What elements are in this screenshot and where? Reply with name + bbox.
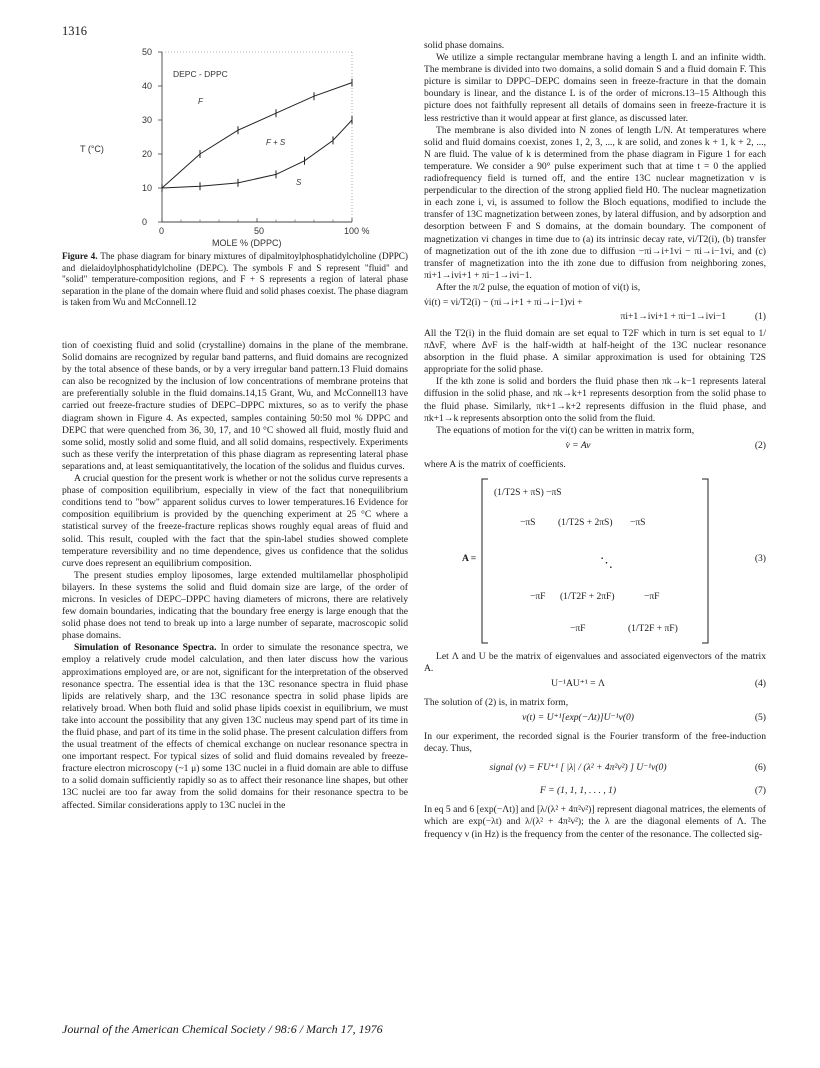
equation-2-number: (2) bbox=[754, 439, 766, 451]
diagram-title-label: DEPC - DPPC bbox=[173, 69, 228, 79]
equation-2 bbox=[424, 440, 766, 456]
right-paragraph: All the T2(i) in the fluid domain are set equal to T2F which in turn is set equal to 1/πΔνF, where ΔνF is the half-width at half-height of the 13C nuclear resonance absorption in the fluid phase. A similar approximation is used for obtaining T2S appropriate for the solid phase. bbox=[424, 327, 766, 376]
matrix-row-4-left: −πF bbox=[570, 623, 586, 634]
matrix-row-3-left: −πF bbox=[530, 591, 546, 602]
equation-1-line1: v̇i(t) = vi/T2(i) − (πi→i+1 + πi→i−1)vi + bbox=[424, 296, 583, 308]
left-paragraph: The present studies employ liposomes, large extended multilamellar phospholipid bilayers. In these systems the solid and fluid domain size are large, of the order of microns. In vesicles of DEPC–DPPC having diameters of microns, there are relatively few domain boundaries, indicating that the boundary free energy is large enough that the solid phase does not tend to break up into a large number of separate, macroscopic solid phase domains. bbox=[62, 569, 408, 642]
right-paragraph: The membrane is also divided into N zones of length L/N. At temperatures where solid and fluid domains coexist, zones 1, 2, 3, ..., k are solid, and zones k + 1, k + 2, ..., N are fluid. The value of k is determined from the phase diagram in Figure 1 for each temperature. We consider a 90° pulse experiment such that at time t = 0 the applied radiofrequency field is turned off, and the entire 13C nuclear magnetization v is perpendicular to the direction of the strong applied field H0. The nuclear magnetization in each zone i, vi, is assumed to follow the Bloch equations, modified to include the transfer of 13C magnetization between zones, by lateral diffusion, and by adsorption and desorption between F and S domains, at the domain boundary. The component of magnetization vi changes in time due to (a) its intrinsic decay rate, vi/T2(i), (b) transfer of magnetization out of the ith zone due to diffusion −πi→i+1vi − πi→i−1vi, and (c) transfer of magnetization into the ith zone due to diffusion from neighboring zones, πi+1→ivi+1 + πi−1→ivi−1. bbox=[424, 124, 766, 281]
right-paragraph: We utilize a simple rectangular membrane having a length L and an infinite width. The membrane is divided into two domains, a solid domain S and a fluid domain F. This picture is similar to DPPC–DEPC domains seen in freeze-fracture in that the domain boundary is linear, and the distance L is of the order of microns.13–15 Although this picture does not faithfully represent all details of domains seen in freeze-fracture it is less restrictive than it would appear at first glance, as discussed later. bbox=[424, 52, 766, 124]
equation-5-number: (5) bbox=[754, 712, 766, 724]
region-label-solid: S bbox=[296, 178, 302, 187]
matrix-row-4-right: (1/T2F + πF) bbox=[628, 623, 678, 634]
section-heading: Simulation of Resonance Spectra. bbox=[74, 642, 217, 654]
equation-3-number: (3) bbox=[754, 552, 766, 564]
y-tick-label: 50 bbox=[142, 47, 153, 57]
matrix-row-3-mid: (1/T2F + 2πF) bbox=[560, 591, 615, 602]
right-paragraph: Let Λ and U be the matrix of eigenvalues and associated eigenvectors of the matrix A. bbox=[424, 650, 766, 674]
right-paragraph: If the kth zone is solid and borders the fluid phase then πk→k−1 represents lateral diffusion in the solid phase, and πk→k+1 represents desorption from the solid phase to the fluid phase. Similarly, πk+1→k+2 represents diffusion in the fluid phase, and πk+1→k represents absorption onto the solid from the fluid. bbox=[424, 376, 766, 424]
right-paragraph: After the π/2 pulse, the equation of motion of vi(t) is, bbox=[436, 281, 641, 293]
equation-4 bbox=[424, 678, 766, 694]
equation-5 bbox=[424, 712, 766, 728]
right-paragraph: In our experiment, the recorded signal is the Fourier transform of the free-induction decay. Thus, bbox=[424, 731, 766, 755]
matrix-body bbox=[480, 475, 730, 647]
right-paragraph: In eq 5 and 6 [exp(−Λt)] and [λ/(λ² + 4π²ν²)] represent diagonal matrices, the elements of which are exp(−λt) and λ/(λ² + 4π²ν²); the λ are the diagonal elements of Λ. The frequency ν (in Hz) is the frequency from the center of the resonance. The collected sig- bbox=[424, 804, 766, 840]
equation-7-number: (7) bbox=[754, 785, 766, 797]
fluidus-curve bbox=[162, 83, 352, 188]
left-column bbox=[62, 340, 408, 812]
figure-caption bbox=[62, 251, 408, 309]
right-paragraph: solid phase domains. bbox=[424, 40, 505, 51]
journal-footer: Journal of the American Chemical Society / 98:6 / March 17, 1976 bbox=[62, 1022, 383, 1036]
figure-caption-text: The phase diagram for binary mixtures of dipalmitoylphosphatidylcholine (DPPC) and dielaidoylphosphatidylcholine (DEPC). The symbols F and S represent "fluid" and "solid" temperature-composition regions, and F + S represents a region of lateral phase separation in the plane of the domain where fluid and solid phases coexist. The phase diagram is taken from Wu and McConnell.12 bbox=[62, 251, 408, 307]
matrix-row-2-left: −πS bbox=[520, 517, 536, 528]
equation-4-number: (4) bbox=[754, 678, 766, 690]
y-tick-label: 30 bbox=[142, 115, 153, 125]
matrix-intro: where A is the matrix of coefficients. bbox=[424, 458, 566, 470]
matrix-row-2-right: −πS bbox=[630, 517, 646, 528]
matrix-dots: ⋱ bbox=[600, 554, 613, 570]
right-paragraph: The equations of motion for the vi(t) can be written in matrix form, bbox=[436, 424, 695, 436]
region-label-fluid: F bbox=[198, 97, 203, 106]
y-tick-label: 10 bbox=[142, 183, 153, 193]
matrix-equation-3 bbox=[424, 475, 766, 647]
y-tick-label: 40 bbox=[142, 81, 153, 91]
equation-7-body: F = (1, 1, 1, . . . , 1) bbox=[539, 785, 617, 797]
y-tick-label: 0 bbox=[142, 217, 148, 227]
x-tick-label: 0 bbox=[159, 226, 165, 236]
equation-1-line2: πi+1→ivi+1 + πi−1→ivi−1 bbox=[620, 310, 726, 322]
equation-2-body: v̇ = Av bbox=[565, 439, 591, 451]
matrix-label: A = bbox=[462, 552, 477, 564]
x-axis-label: MOLE % (DPPC) bbox=[212, 238, 282, 248]
right-column bbox=[424, 40, 766, 841]
y-axis-label: T (°C) bbox=[80, 144, 104, 154]
phase-diagram-figure bbox=[80, 40, 390, 250]
equation-6-number: (6) bbox=[754, 762, 766, 774]
left-paragraph: A crucial question for the present work is whether or not the solidus curve represents a phase of composition equilibrium, especially in view of the fact that nonequilibrium conditions tend to "bow" apparent solidus curves to lower temperatures.16 Evidence for composition equilibrium is provided by the quenching experiment at 25 °C where a statistical survey of the freeze-fracture replicas shows roughly equal areas of fluid and solid. This result, coupled with the fact that the spin-label studies showed complete temperature reversibility and no time dependence, gives us confidence that the solidus curve does represent an equilibrium composition. bbox=[62, 473, 408, 569]
equation-6-body: signal (ν) = FU⁺¹ [ |λ| / (λ² + 4π²ν²) ] U⁻¹v(0) bbox=[489, 762, 667, 774]
solidus-curve bbox=[162, 120, 352, 188]
page-number: 1316 bbox=[62, 24, 87, 38]
equation-1 bbox=[424, 297, 766, 325]
figure-caption-label: Figure 4. bbox=[62, 251, 98, 261]
x-tick-label: 100 % bbox=[344, 226, 370, 236]
equation-1-number: (1) bbox=[754, 310, 766, 322]
equation-4-body: U⁻¹AU⁺¹ = Λ bbox=[551, 678, 605, 690]
right-paragraph: The solution of (2) is, in matrix form, bbox=[424, 697, 569, 709]
left-paragraph: tion of coexisting fluid and solid (crystalline) domains in the plane of the membrane. Solid domains are recognized by regular band patterns, and fluid domains are recognized by the total absence of these bands, or by a very irregular band pattern.13 Fluid domains can also be recognized by the inclusion of low concentrations of membrane proteins that are preferentially soluble in the fluid domains.14,15 Grant, Wu, and McConnell13 have carried out freeze-fracture studies of DEPC–DPPC mixtures, so as to verify the phase diagram shown in Figure 4. As expected, samples containing 50:50 mol % DPPC and DEPC that were quenched from 36, 30, 17, and 10 °C showed all fluid, mostly fluid and some solid, mostly solid and some fluid, and all solid domains, respectively. Experiments such as these verify the interpretation of this phase diagram as representing lateral phase separations and, at least semiquantitatively, the location of the solidus and fluidus curves. bbox=[62, 340, 408, 472]
matrix-row-2-mid: (1/T2S + 2πS) bbox=[558, 517, 613, 528]
equation-7 bbox=[424, 785, 766, 801]
equation-6 bbox=[424, 758, 766, 782]
equation-5-body: v(t) = U⁺¹[exp(−Λt)]U⁻¹v(0) bbox=[522, 712, 634, 724]
section-paragraph: In order to simulate the resonance spectra, we employ a relatively crude model calculation, and then later discuss how the various approximations employed are, or are not, significant for the interpretation of the observed resonance spectra. The essential idea is that the 13C resonance spectra in fluid phase lipids are relatively sharp, and the 13C resonance spectra in solid phase lipids are relatively broad. When both fluid and solid phase lipids coexist in equilibrium, we must take into account the possibility that any given 13C nucleus may spend part of its time in the fluid phase, and part of its time in the solid phase. The present calculation differs from the usual treatment of the effects of chemical exchange on nuclear resonance spectra in one important respect. For typical sizes of solid and fluid domains revealed by freeze-fracture electron microscopy (~1 μ) some 13C nuclei in a fluid domain are able to diffuse to a solid domain sufficiently rapidly so as to affect their resonance line shapes, but other 13C nuclei are too far away from the solid domains for their resonance spectra to be affected. Similar considerations apply to 13C nuclei in the bbox=[62, 642, 408, 811]
x-tick-label: 50 bbox=[254, 226, 265, 236]
y-tick-label: 20 bbox=[142, 149, 153, 159]
matrix-row-1: (1/T2S + πS) −πS bbox=[494, 487, 562, 498]
matrix-row-3-right: −πF bbox=[644, 591, 660, 602]
region-label-fluid-solid: F + S bbox=[266, 138, 286, 147]
